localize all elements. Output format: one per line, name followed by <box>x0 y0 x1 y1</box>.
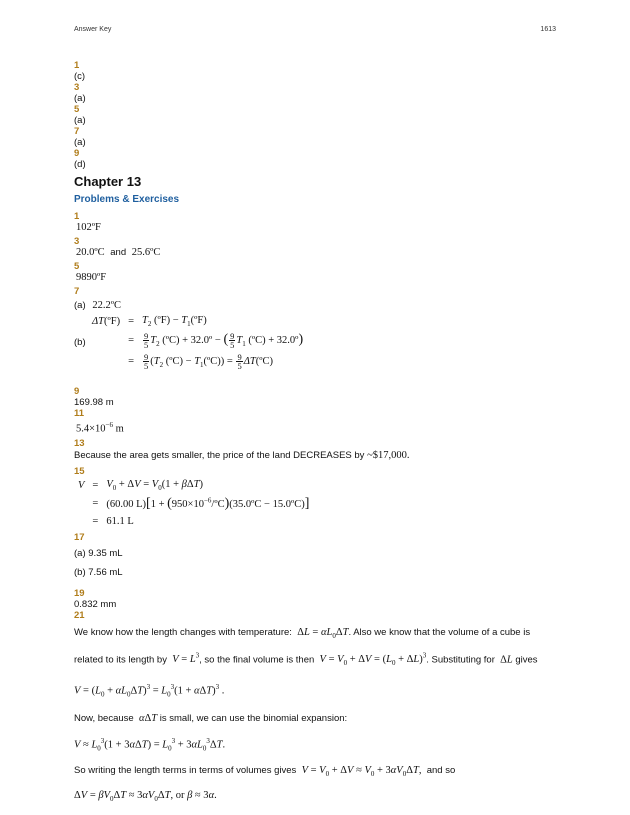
problem-number: 19 <box>74 587 85 599</box>
answer-unit: m <box>115 423 124 435</box>
problem-1-answer: 102ºF <box>76 222 101 233</box>
explanation-line: related to its length by $V = L^3$, so the final volume is then $V = V_0 + \Delta V = (L_0 + \Delta L)^3$. Substituting for ΔL gives <box>74 651 538 668</box>
explanation-text: and so <box>426 764 456 776</box>
header-left: Answer Key <box>74 26 112 33</box>
explanation-text: related to its length by <box>74 654 167 666</box>
explanation-equation: $V \approx L_0^3(1 + 3\alpha\Delta T) = L_0^3 + 3\alpha L_0^3\Delta T$. <box>74 737 226 753</box>
problem-number: 1 <box>74 211 80 222</box>
problem-number: 9 <box>74 386 80 398</box>
explanation-equation: $V = (L_0 + \alpha L_0\Delta T)^3 = L_0^3(1 + \alpha\Delta T)^3$ . <box>74 683 225 700</box>
problem-19-answer: 0.832 mm <box>74 598 117 610</box>
explanation-text: . Substituting for <box>426 654 495 666</box>
explanation-text: , or <box>170 789 185 801</box>
problem-number: 17 <box>74 531 85 543</box>
problem-21-explanation <box>74 623 558 809</box>
answer-value: (d) <box>74 159 86 170</box>
section-title: Problems & Exercises <box>74 194 180 205</box>
answer-number: 9 <box>74 148 80 159</box>
chapter-title: Chapter 13 <box>74 174 142 189</box>
explanation-text: , so the final volume is then <box>199 654 315 666</box>
explanation-text: We know how the length changes with temperature: <box>74 626 292 638</box>
answer-value: (a) <box>74 115 86 126</box>
explanation-text: gives <box>515 654 538 666</box>
answer-value: 25.6ºC <box>131 247 161 258</box>
answer-text: Because the area gets smaller, the price of the land DECREASES by <box>74 449 365 461</box>
explanation-line: We know how the length changes with temperature: $\Delta L = \alpha L_0\Delta T$. Also we know that the volume of a cube is <box>74 626 531 640</box>
problem-number: 15 <box>74 465 85 477</box>
answer-number: 1 <box>74 60 80 71</box>
answer-key-content <box>74 60 558 809</box>
conjunction: and <box>110 247 127 258</box>
problem-number: 11 <box>74 408 85 420</box>
explanation-equation: $\Delta V = \beta V_0\Delta T \approx 3\alpha V_0\Delta T$, or β ≈ 3α. <box>74 789 217 803</box>
part-label: (b) <box>74 337 86 349</box>
problem-number: 21 <box>74 609 85 621</box>
explanation-line: So writing the length terms in terms of volumes gives $V = V_0 + \Delta V \approx V_0 + 3\alpha V_0\Delta T$, and so <box>74 764 456 778</box>
answer-number: 7 <box>74 126 80 137</box>
problem-11-answer <box>74 421 558 435</box>
problem-number: 3 <box>74 236 80 247</box>
problem-17-part-b: (b) 7.56 mL <box>74 566 123 578</box>
problem-7-part-a <box>74 300 558 311</box>
explanation-text: . Also we know that the volume of a cube is <box>348 626 531 638</box>
answer-value: 20.0ºC <box>76 247 105 258</box>
answer-value: ~$17,000. <box>367 449 410 461</box>
problem-9-answer: 169.98 m <box>74 397 114 409</box>
explanation-text: Now, because <box>74 713 134 725</box>
problem-17-part-a: (a) 9.35 mL <box>74 547 123 559</box>
problem-5-answer: 9890ºF <box>76 272 107 283</box>
problem-13-answer <box>74 449 558 463</box>
answer-value: (c) <box>74 71 86 82</box>
explanation-line: Now, because αΔT is small, we can use the binomial expansion: <box>74 713 348 725</box>
answer-number: 3 <box>74 82 80 93</box>
temperature-derivation: ΔT(ºF) = $T_2$ (ºF) − $T_1(ºF)$ = $\frac{9}{5}$ $T_2$ (ºC) + 32.0º − ( $\frac{9}{5}$ $T_1$ (ºC) + 32.0º) = $\frac{9}{5}$ ($T_2$ (ºC) − $T_1(ºC)$) = $\frac{9}{5}$ ΔT(ºC) <box>92 315 304 372</box>
answer-mantissa: 5.4×10 <box>76 423 106 435</box>
explanation-text: is small, we can use the binomial expansion: <box>159 713 348 725</box>
answer-value: 22.2ºC <box>92 300 122 311</box>
page-number: 1613 <box>540 26 556 33</box>
answer-value: (a) <box>74 137 86 148</box>
problem-7-part-b <box>74 313 558 372</box>
problem-number: 13 <box>74 437 85 449</box>
problem-3-answer <box>74 247 558 258</box>
problem-number: 7 <box>74 286 80 297</box>
answer-exponent: −6 <box>105 421 113 430</box>
answer-value: (a) <box>74 93 86 104</box>
part-label: (a) <box>74 300 86 311</box>
volume-expansion-derivation: V = $V_0 + \Delta V = V_0(1 + \beta\Delta T)$ = (60.00 $L)[1 + (950\times 10^{-6}/ºC)(35.0ºC$ − 15.0ºC)] = 61.1 L <box>78 478 310 527</box>
answer-number: 5 <box>74 104 80 115</box>
explanation-text: So writing the length terms in terms of volumes gives <box>74 764 297 776</box>
previous-answers <box>74 60 558 170</box>
problem-number: 5 <box>74 261 80 272</box>
explanation-text: . <box>214 789 217 801</box>
